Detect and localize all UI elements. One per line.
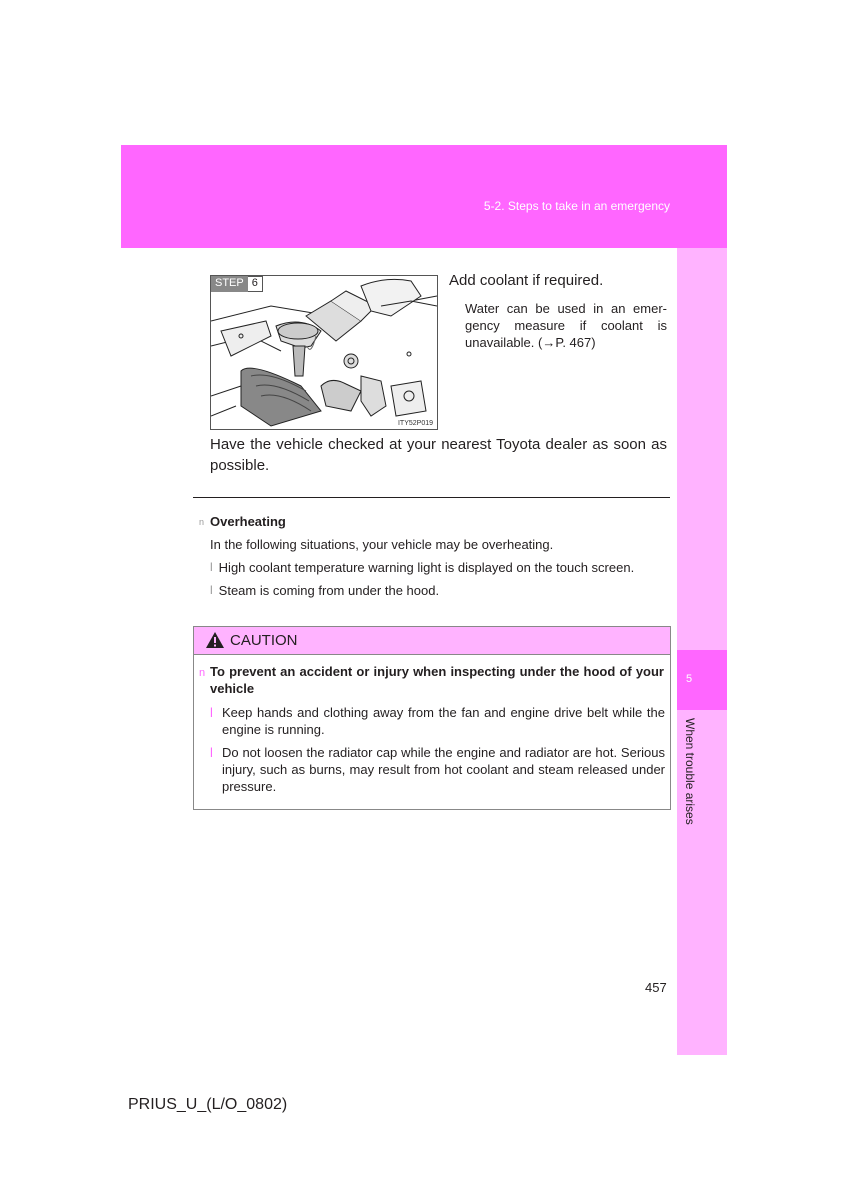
overheating-title: Overheating [210,514,286,529]
step-illustration [210,275,438,430]
chapter-title: When trouble arises [683,718,697,825]
chapter-number: 5 [686,673,693,685]
page-number: 457 [645,980,667,995]
overheating-item [210,583,439,598]
step-heading: Add coolant if required. [449,272,604,289]
caution-item-text: Keep hands and clothing away from the fan and engine drive belt while the engine is running. [222,705,665,737]
dealer-advice-text: Have the vehicle checked at your nearest Toyota dealer as soon as possible. [210,436,667,474]
step-note-line: unavailable. (→P. 467) [465,335,596,350]
step-label: STEP [211,276,248,292]
chapter-box [677,650,727,710]
item-marker: l [210,745,213,760]
item-marker: l [210,583,213,597]
section-title: 5-2. Steps to take in an emergency [483,199,670,213]
section-divider [193,497,670,498]
step-note-line: gency measure if coolant is [465,318,667,333]
overheating-bullet: n [199,517,205,527]
item-marker: l [210,705,213,720]
item-marker: l [210,560,213,574]
coolant-pouring-illustration [211,276,437,429]
caution-item [210,744,666,795]
step-number: 6 [248,276,263,292]
header-band [121,145,727,248]
caution-item [210,704,666,738]
caution-heading: To prevent an accident or injury when inspecting under the hood of your vehicle [210,664,664,696]
caution-bullet: n [199,667,206,679]
caution-title: CAUTION [230,632,298,649]
step-note [465,300,667,351]
caution-item-text: Do not loosen the radiator cap while the engine and radiator are hot. Serious injury, such as burns, may result from hot coolant and steam released under pressure. [222,745,665,794]
overheating-intro: In the following situations, your vehicle may be overheating. [210,537,554,552]
overheating-item-text: Steam is coming from under the hood. [218,583,440,598]
overheating-item [210,560,634,575]
overheating-item-text: High coolant temperature warning light is displayed on the touch screen. [218,560,635,575]
caution-box [193,626,671,810]
step-note-line: Water can be used in an emer- [465,301,667,316]
footer-code: PRIUS_U_(L/O_0802) [128,1096,288,1113]
figure-code: ITY52P019 [397,420,433,427]
warning-triangle-icon [205,631,225,649]
step-badge [211,276,263,292]
caution-header [194,627,670,655]
